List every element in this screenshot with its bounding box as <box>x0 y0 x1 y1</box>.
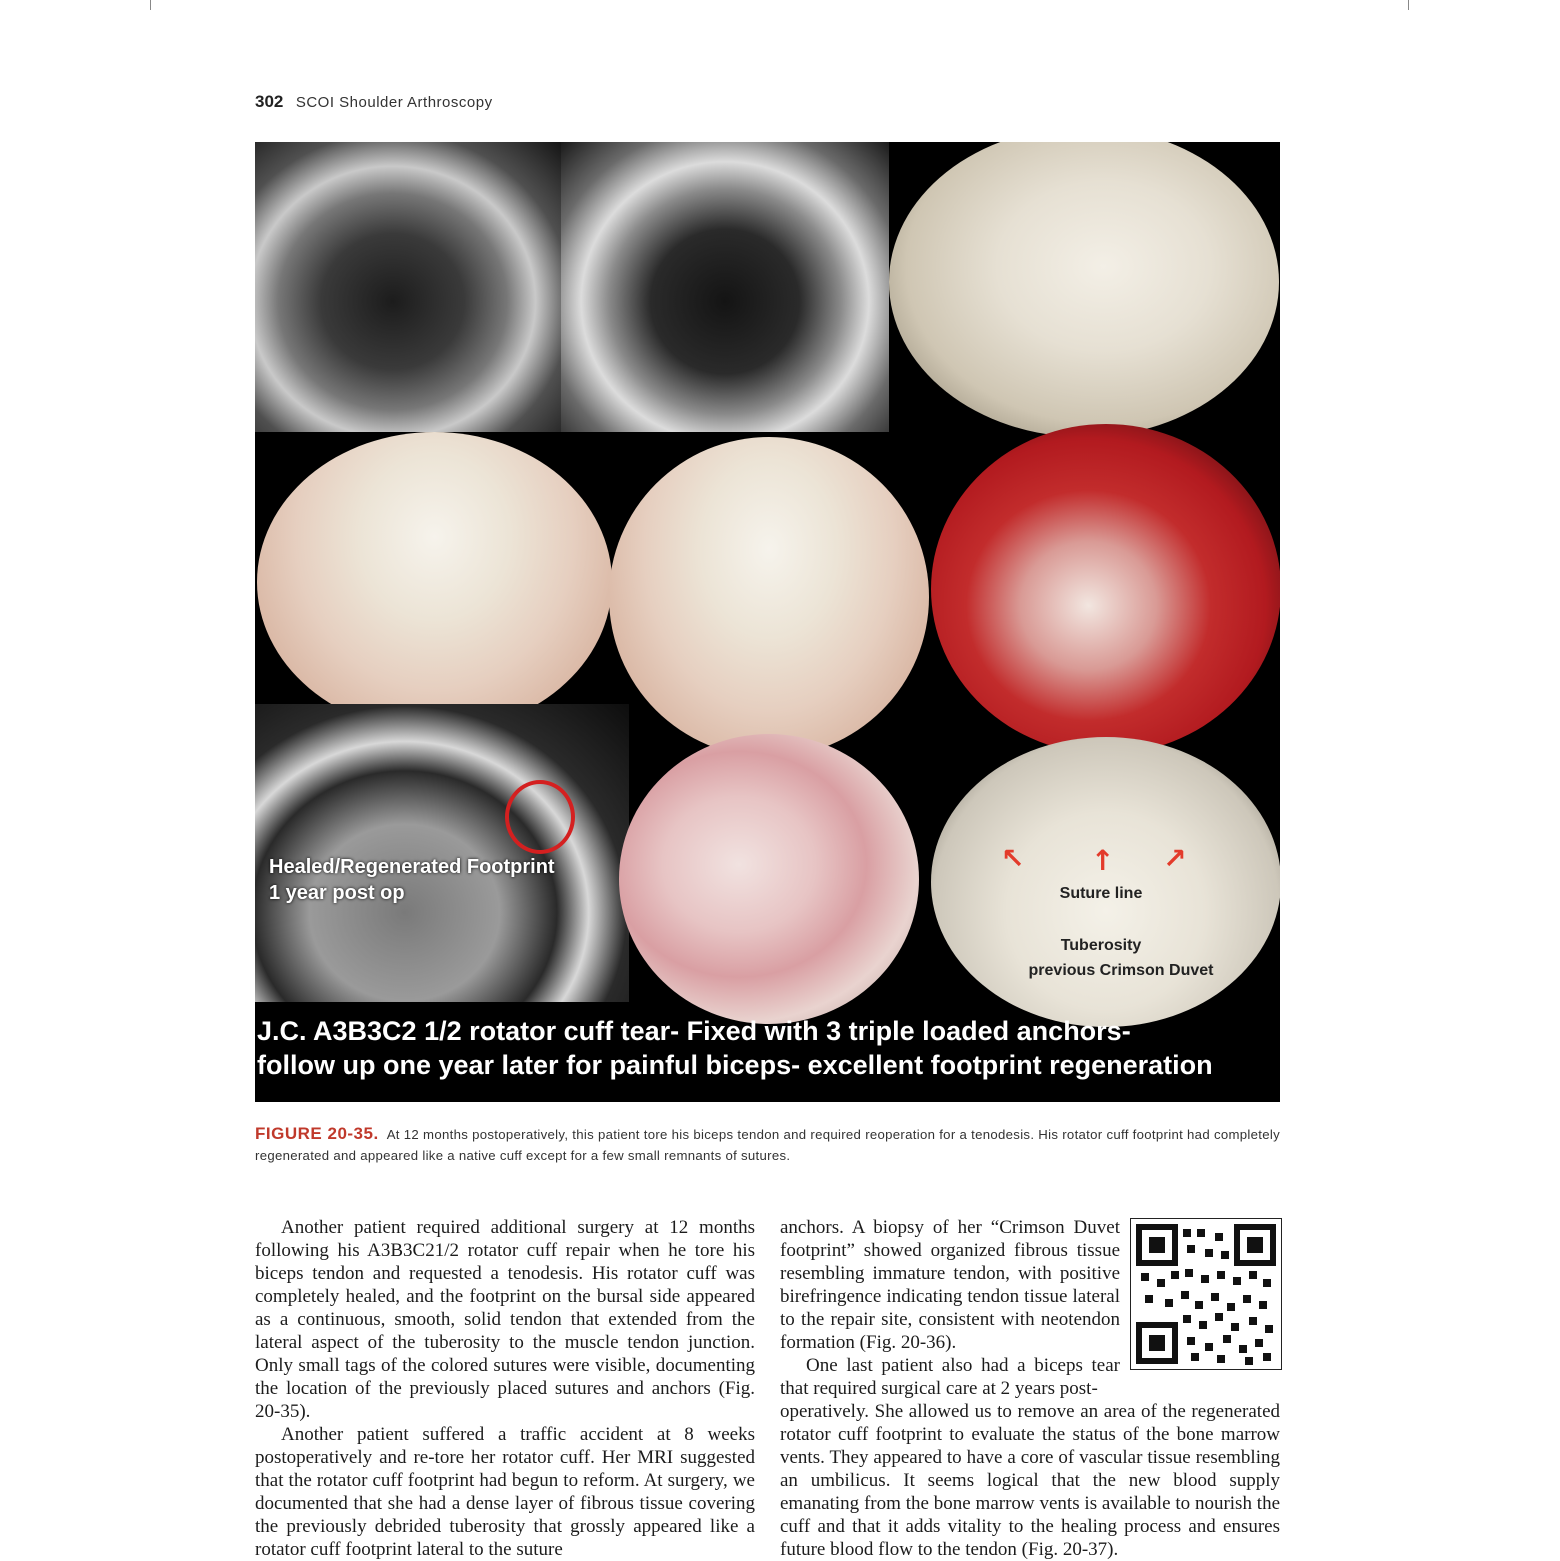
overlay-suture-line: Suture line <box>1059 885 1143 902</box>
arthroscopy-image-4 <box>931 424 1280 754</box>
qr-code[interactable] <box>1130 1218 1282 1370</box>
body-column-right-lower <box>780 1400 1280 1561</box>
crop-mark-left <box>150 0 151 10</box>
arrow-icon-left: ↖ <box>1001 842 1025 875</box>
paragraph: anchors. A biopsy of her “Crimson Duvet footprint” showed organized fibrous tissue resembling immature tendon, with positive birefringence indicating tendon tissue lateral to the repair site, consistent with neotendon formation (Fig. 20-36). <box>780 1217 1120 1353</box>
mri-image-coronal-2 <box>561 142 889 432</box>
figure-caption <box>255 1123 1280 1166</box>
mri-image-coronal-1 <box>255 142 561 432</box>
arthroscopy-image-1 <box>889 142 1279 437</box>
arthroscopy-image-5 <box>619 734 919 1024</box>
arthroscopy-image-2 <box>257 432 612 732</box>
paragraph: Another patient suffered a traffic accident at 8 weeks postoperatively and re-tore her rotator cuff. Her MRI suggested that the rotator cuff footprint had begun to reform. At surgery, we documented that she had a dense layer of fibrous tissue covering the previously debrided tuberosity that grossly appeared like a rotator cuff footprint lateral to the suture <box>255 1424 755 1560</box>
body-column-right-upper <box>780 1216 1120 1400</box>
banner-line-1: J.C. A3B3C2 1/2 rotator cuff tear- Fixed with 3 triple loaded anchors- <box>257 1016 1131 1046</box>
overlay-footprint-label: Healed/Regenerated Footprint <box>269 856 555 878</box>
running-head <box>255 92 493 112</box>
qr-code-icon <box>1131 1219 1281 1369</box>
figure-banner <box>255 1002 1280 1102</box>
arrow-icon-center: ↑ <box>1091 844 1115 877</box>
arthroscopy-image-6 <box>931 737 1280 1027</box>
overlay-postop-label: 1 year post op <box>269 882 405 904</box>
banner-line-2: follow up one year later for painful biceps- excellent footprint regeneration <box>257 1050 1213 1080</box>
figure-20-35 <box>255 142 1280 1102</box>
body-column-left <box>255 1216 755 1561</box>
arthroscopy-image-3 <box>609 437 929 757</box>
overlay-previous-crimson-duvet: previous Crimson Duvet <box>1028 962 1214 979</box>
book-title: SCOI Shoulder Arthroscopy <box>295 94 493 111</box>
page-number: 302 <box>255 92 284 111</box>
paragraph: Another patient required additional surgery at 12 months following his A3B3C21/2 rotator cuff repair when he tore his biceps tendon and requested a tenodesis. His rotator cuff was completely healed, and the footprint on the bursal side appeared as a continuous, smooth, solid tendon that extended from the lateral aspect of the tuberosity to the muscle tendon junction. Only small tags of the colored sutures were visible, documenting the location of the previously placed sutures and anchors (Fig. 20-35). <box>255 1217 755 1422</box>
figure-number: FIGURE 20-35. <box>255 1124 379 1143</box>
caption-text: At 12 months postoperatively, this patient tore his biceps tendon and required reoperation for a tenodesis. His rotator cuff footprint had completely regenerated and appeared like a native cuff except for a few small remnants of sutures. <box>255 1127 1280 1163</box>
paragraph: operatively. She allowed us to remove an area of the regenerated rotator cuff footprint to evaluate the status of the bone marrow vents. They appeared to have a core of vascular tissue resembling an umbilicus. It seems logical that the new blood supply emanating from the bone marrow vents is available to nourish the cuff and that it adds vitality to the healing process and ensures future blood flow to the tendon (Fig. 20-37). <box>780 1401 1280 1560</box>
overlay-tuberosity: Tuberosity <box>1060 937 1142 954</box>
crop-mark-right <box>1408 0 1409 10</box>
red-circle-marker <box>505 780 575 854</box>
mri-image-postop <box>255 704 629 1002</box>
arrow-icon-right: ↗ <box>1163 842 1187 875</box>
paragraph: One last patient also had a biceps tear that required surgical care at 2 years post- <box>780 1355 1120 1399</box>
